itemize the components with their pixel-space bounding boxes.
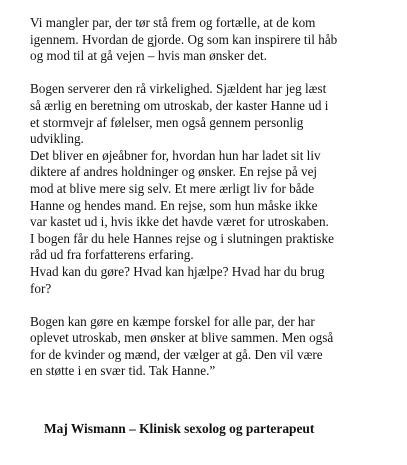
text-line: Hanne og hendes mand. En rejse, som hun måske ikke	[30, 197, 318, 213]
text-line: igennem. Hvordan de gjorde. Og som kan inspirere til håb	[30, 31, 338, 47]
text-line: et stormvejr af følelser, men også gennem personlig	[30, 114, 304, 130]
author-signature: Maj Wismann – Klinisk sexolog og parterapeut	[44, 421, 315, 436]
text-line: råd ud fra forfatterens erfaring.	[30, 247, 194, 263]
text-line: diktere af andres holdninger og ønsker. En rejse på vej	[30, 164, 318, 180]
quote-body	[30, 15, 390, 380]
text-line: så ærlig en beretning om utroskab, der kaster Hanne ud i	[30, 97, 329, 113]
paragraph-3	[30, 314, 390, 380]
paragraph-gap	[30, 65, 390, 82]
text-line: for de kvinder og mænd, der vælger at gå. Den vil være	[30, 346, 323, 362]
paragraph-gap	[30, 297, 390, 314]
text-line: mod at blive mere sig selv. Et mere ærligt liv for både	[30, 180, 315, 196]
text-line: en støtte i en svær tid. Tak Hanne.”	[30, 363, 216, 379]
paragraph-2	[30, 81, 390, 297]
text-line: var kastet ud i, hvis ikke det havde været for utroskaben.	[30, 214, 329, 230]
text-line: Bogen serverer den rå virkelighed. Sjældent har jeg læst	[30, 81, 327, 97]
paragraph-1	[30, 15, 390, 65]
text-line: Det bliver en øjeåbner for, hvordan hun har ladet sit liv	[30, 147, 321, 163]
text-line: og mod til at gå vejen – hvis man ønsker det.	[30, 48, 267, 64]
text-line: Hvad kan du gøre? Hvad kan hjælpe? Hvad har du brug	[30, 263, 325, 279]
text-line: udvikling.	[30, 131, 84, 147]
text-line: for?	[30, 280, 52, 296]
text-line: I bogen får du hele Hannes rejse og i slutningen praktiske	[30, 230, 334, 246]
text-line: oplevet utroskab, men ønsker at blive sammen. Men også	[30, 330, 334, 346]
text-line: Vi mangler par, der tør stå frem og fortælle, at de kom	[30, 15, 316, 30]
text-line: Bogen kan gøre en kæmpe forskel for alle par, der har	[30, 313, 315, 329]
